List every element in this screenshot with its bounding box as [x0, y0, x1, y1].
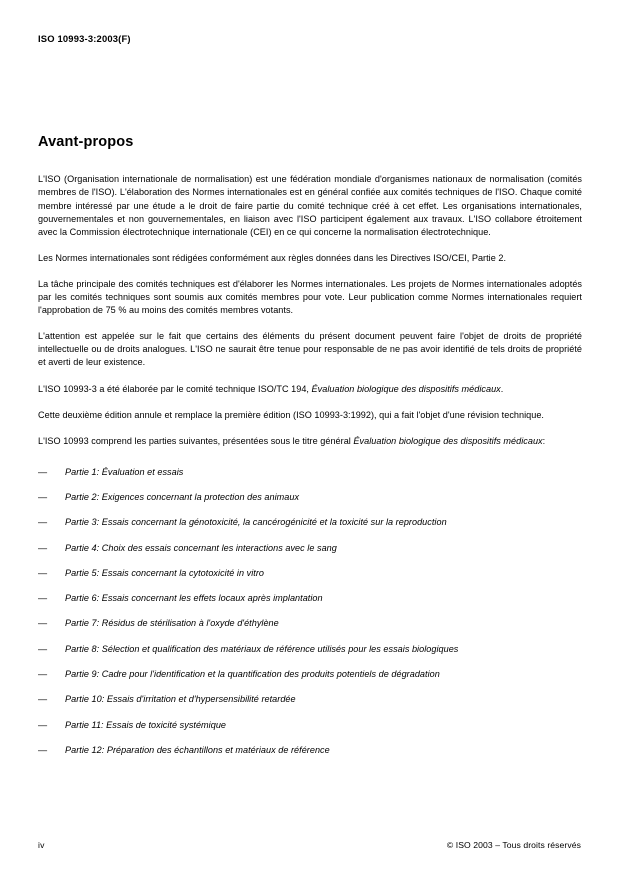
- page-footer: [38, 840, 581, 850]
- list-item: [38, 592, 582, 605]
- paragraph-committee-lead: L'ISO 10993-3 a été élaborée par le comité technique ISO/TC 194,: [38, 383, 312, 394]
- list-item-label: Partie 5: Essais concernant la cytotoxicité in vitro: [65, 567, 265, 578]
- list-item: [38, 516, 582, 529]
- paragraph-second-edition: Cette deuxième édition annule et remplace la première édition (ISO 10993-3:1992), qui a fait l'objet d'une révision technique.: [38, 409, 544, 420]
- list-item-label: Partie 11: Essais de toxicité systémique: [65, 719, 227, 730]
- list-item-label: Partie 4: Choix des essais concernant les interactions avec le sang: [65, 542, 337, 553]
- list-item: [38, 693, 582, 706]
- list-item: [38, 643, 582, 656]
- parts-list: [38, 466, 582, 757]
- em-dash-bullet-icon: —: [38, 618, 48, 629]
- list-item: [38, 567, 582, 580]
- list-item: [38, 542, 582, 555]
- em-dash-bullet-icon: —: [38, 542, 48, 553]
- list-item-label: Partie 1: Évaluation et essais: [65, 466, 184, 477]
- list-item-label: Partie 3: Essais concernant la génotoxicité, la cancérogénicité et la toxicité sur la reproduction: [65, 517, 447, 528]
- list-item-label: Partie 10: Essais d'irritation et d'hypersensibilité retardée: [65, 694, 296, 705]
- running-header: ISO 10993-3:2003(F): [38, 33, 131, 44]
- list-item: [38, 466, 582, 479]
- paragraph-directives: Les Normes internationales sont rédigées conformément aux règles données dans les Directives ISO/CEI, Partie 2.: [38, 252, 507, 263]
- page-content: [38, 134, 582, 769]
- list-item: [38, 744, 582, 757]
- em-dash-bullet-icon: —: [38, 593, 48, 604]
- paragraph-parts-intro-lead: L'ISO 10993 comprend les parties suivantes, présentées sous le titre général: [38, 435, 354, 446]
- list-item-label: Partie 7: Résidus de stérilisation à l'oxyde d'éthylène: [65, 618, 279, 629]
- page-number: iv: [38, 840, 45, 850]
- em-dash-bullet-icon: —: [38, 719, 48, 730]
- list-item-label: Partie 6: Essais concernant les effets locaux après implantation: [65, 593, 323, 604]
- em-dash-bullet-icon: —: [38, 492, 48, 503]
- list-item-label: Partie 12: Préparation des échantillons et matériaux de référence: [65, 744, 330, 755]
- paragraph-voting: La tâche principale des comités techniques est d'élaborer les Normes internationales. Les projets de Normes internationales adoptés par les comités techniques sont soumis aux comités membres pour vote. Leur publication comme Normes internationales requiert l'approbation de 75 % au moins des comités membres votants.: [38, 278, 582, 316]
- list-item-label: Partie 9: Cadre pour l'identification et la quantification des produits potentiels de dégradation: [65, 669, 440, 680]
- paragraph-committee-title-italic: Évaluation biologique des dispositifs médicaux: [311, 383, 501, 394]
- section-title: Avant-propos: [38, 134, 134, 150]
- list-item: [38, 491, 582, 504]
- list-item: [38, 617, 582, 630]
- em-dash-bullet-icon: —: [38, 517, 48, 528]
- paragraph-parts-intro-tail: :: [542, 435, 546, 446]
- em-dash-bullet-icon: —: [38, 694, 48, 705]
- paragraph-iso-definition: L'ISO (Organisation internationale de normalisation) est une fédération mondiale d'organismes nationaux de normalisation (comités membres de l'ISO). L'élaboration des Normes internationales est en général confiée aux comités techniques de l'ISO. Chaque comité membre intéressé par une étude a le droit de faire partie du comité technique créé à cet effet. Les organisations internationales, gouvernementales et non gouvernementales, en liaison avec l'ISO participent également aux travaux. L'ISO collabore étroitement avec la Commission électrotechnique internationale (CEI) en ce qui concerne la normalisation électrotechnique.: [38, 174, 582, 237]
- em-dash-bullet-icon: —: [38, 643, 48, 654]
- list-item-label: Partie 2: Exigences concernant la protection des animaux: [65, 492, 300, 503]
- em-dash-bullet-icon: —: [38, 567, 48, 578]
- em-dash-bullet-icon: —: [38, 466, 48, 477]
- list-item: [38, 719, 582, 732]
- paragraph-patent-rights: L'attention est appelée sur le fait que certains des éléments du présent document peuvent faire l'objet de droits de propriété intellectuelle ou de droits analogues. L'ISO ne saurait être tenue pour responsable de ne pas avoir identifié de tels droits de propriété et averti de leur existence.: [38, 331, 582, 368]
- paragraph-parts-intro-title-italic: Évaluation biologique des dispositifs médicaux: [353, 435, 543, 446]
- paragraph-committee-tail: .: [500, 383, 504, 394]
- paragraph-parts-intro: [38, 435, 582, 448]
- paragraph-committee: [38, 383, 582, 396]
- em-dash-bullet-icon: —: [38, 669, 48, 680]
- list-item-label: Partie 8: Sélection et qualification des matériaux de référence utilisés pour les essais biologiques: [65, 643, 459, 654]
- em-dash-bullet-icon: —: [38, 744, 48, 755]
- list-item: [38, 668, 582, 681]
- copyright-notice: © ISO 2003 – Tous droits réservés: [446, 840, 581, 850]
